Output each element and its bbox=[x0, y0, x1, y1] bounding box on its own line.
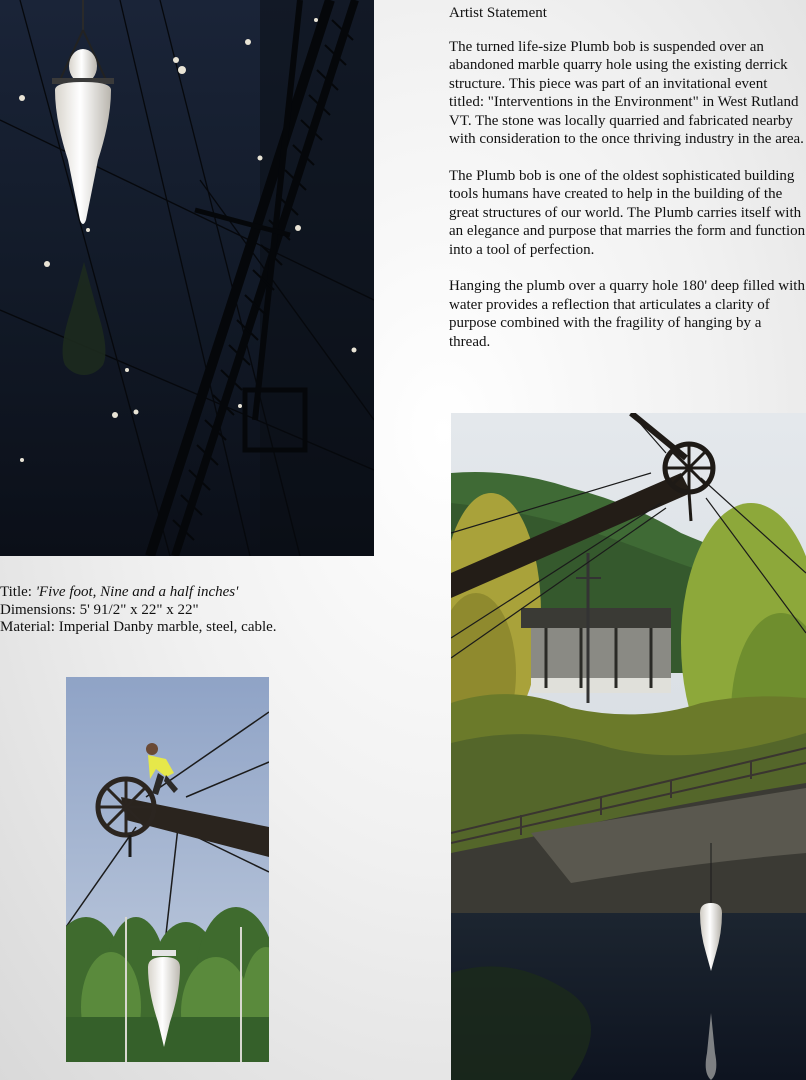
artwork-caption bbox=[0, 584, 277, 637]
caption-material: Material: Imperial Danby marble, steel, cable. bbox=[0, 619, 277, 635]
statement-heading: Artist Statement bbox=[449, 5, 547, 21]
reflection-photo bbox=[0, 0, 374, 556]
crane-worker-photo bbox=[66, 677, 269, 1062]
artist-statement bbox=[449, 4, 806, 369]
caption-title-label: Title: bbox=[0, 584, 36, 600]
statement-paragraph-3: Hanging the plumb over a quarry hole 180' deep filled with water provides a reflection that articulates a clarity of purpose combined with the fragility of hanging by a thread. bbox=[449, 278, 805, 350]
caption-title-value: 'Five foot, Nine and a half inches' bbox=[35, 584, 239, 600]
statement-paragraph-1: The turned life-size Plumb bob is suspended over an abandoned marble quarry hole using the existing derrick structure. This piece was part of an invitational event titled: "Interventions in the Environment" in West Rutland VT. The stone was locally quarried and fabricated nearby with consideration to the once thriving industry in the area. bbox=[449, 38, 804, 147]
quarry-derrick-photo bbox=[451, 413, 806, 1080]
caption-dimensions: Dimensions: 5' 91/2" x 22" x 22" bbox=[0, 601, 199, 618]
caption-title-line bbox=[0, 584, 277, 602]
statement-paragraph-2: The Plumb bob is one of the oldest sophisticated building tools humans have created to help in the building of the great structures of our world. The Plumb carries itself with an elegance and purpose that marries the form and function into a tool of perfection. bbox=[449, 167, 806, 258]
